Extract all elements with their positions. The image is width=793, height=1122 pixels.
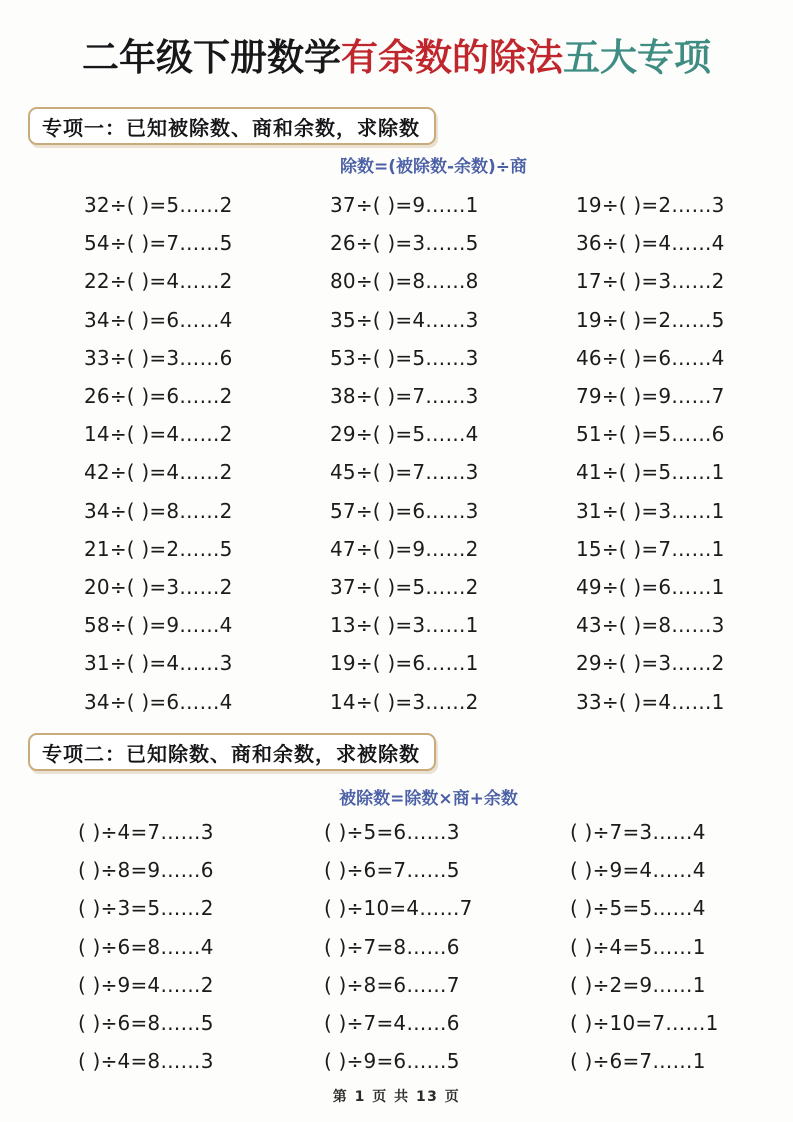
problem-item[interactable]: ( )÷10=4……7	[324, 896, 473, 921]
problem-item[interactable]: 34÷( )=8……2	[84, 498, 233, 523]
problem-item[interactable]: 21÷( )=2……5	[84, 536, 233, 561]
problem-item[interactable]: ( )÷4=5……1	[570, 934, 706, 959]
problem-item[interactable]: ( )÷9=4……4	[570, 858, 706, 883]
problem-item[interactable]: ( )÷9=4……2	[78, 972, 214, 997]
problem-grid-one	[0, 186, 793, 721]
problem-item[interactable]: 19÷( )=6……1	[330, 651, 479, 676]
problem-item[interactable]: ( )÷6=8……5	[78, 1011, 214, 1036]
problem-item[interactable]: 53÷( )=5……3	[330, 345, 479, 370]
problem-item[interactable]: 15÷( )=7……1	[576, 536, 725, 561]
problem-item[interactable]: 19÷( )=2……5	[576, 307, 725, 332]
page-footer: 第 1 页 共 13 页	[332, 1089, 461, 1105]
problem-item[interactable]: 37÷( )=9……1	[330, 193, 479, 218]
problem-item[interactable]: 29÷( )=3……2	[576, 651, 725, 676]
problem-item[interactable]: 26÷( )=6……2	[84, 384, 233, 409]
problem-item[interactable]: ( )÷3=5……2	[78, 896, 214, 921]
problem-item[interactable]: 36÷( )=4……4	[576, 231, 725, 256]
problem-item[interactable]: ( )÷2=9……1	[570, 972, 706, 997]
problem-item[interactable]: 41÷( )=5……1	[576, 460, 725, 485]
problem-item[interactable]: 13÷( )=3……1	[330, 613, 479, 638]
problem-item[interactable]: 54÷( )=7……5	[84, 231, 233, 256]
problem-item[interactable]: 42÷( )=4……2	[84, 460, 233, 485]
problem-item[interactable]: 31÷( )=4……3	[84, 651, 233, 676]
problem-item[interactable]: 29÷( )=5……4	[330, 422, 479, 447]
problem-item[interactable]: 80÷( )=8……8	[330, 269, 479, 294]
problem-item[interactable]: 43÷( )=8……3	[576, 613, 725, 638]
section-header-one	[28, 107, 436, 145]
title-segment-grade: 二年级下册数学	[82, 35, 341, 79]
section-header-two-label: 专项二：已知除数、商和余数，求被除数	[42, 741, 420, 766]
problem-item[interactable]: 51÷( )=5……6	[576, 422, 725, 447]
problem-item[interactable]: 19÷( )=2……3	[576, 193, 725, 218]
problem-item[interactable]: 33÷( )=3……6	[84, 345, 233, 370]
problem-item[interactable]: ( )÷7=3……4	[570, 820, 706, 845]
problem-item[interactable]: 79÷( )=9……7	[576, 384, 725, 409]
problem-item[interactable]: 26÷( )=3……5	[330, 231, 479, 256]
problem-item[interactable]: ( )÷10=7……1	[570, 1011, 719, 1036]
section-header-one-label: 专项一：已知被除数、商和余数，求除数	[42, 115, 420, 140]
problem-item[interactable]: 20÷( )=3……2	[84, 574, 233, 599]
problem-item[interactable]: 14÷( )=4……2	[84, 422, 233, 447]
problem-item[interactable]: ( )÷8=9……6	[78, 858, 214, 883]
problem-item[interactable]: 34÷( )=6……4	[84, 689, 233, 714]
section-header-two	[28, 733, 436, 771]
title-segment-scope: 五大专项	[563, 35, 711, 79]
problem-item[interactable]: ( )÷7=8……6	[324, 934, 460, 959]
problem-item[interactable]: 38÷( )=7……3	[330, 384, 479, 409]
problem-item[interactable]: 34÷( )=6……4	[84, 307, 233, 332]
problem-item[interactable]: ( )÷6=7……5	[324, 858, 460, 883]
formula-one: 除数=(被除数-余数)÷商	[339, 157, 528, 177]
title-segment-topic: 有余数的除法	[341, 35, 563, 79]
problem-item[interactable]: 45÷( )=7……3	[330, 460, 479, 485]
problem-item[interactable]: 17÷( )=3……2	[576, 269, 725, 294]
problem-item[interactable]: 33÷( )=4……1	[576, 689, 725, 714]
problem-grid-two	[0, 813, 793, 1080]
formula-two: 被除数=除数×商+余数	[339, 789, 518, 809]
problem-item[interactable]: 22÷( )=4……2	[84, 269, 233, 294]
problem-item[interactable]: 49÷( )=6……1	[576, 574, 725, 599]
problem-item[interactable]: 47÷( )=9……2	[330, 536, 479, 561]
problem-item[interactable]: ( )÷6=8……4	[78, 934, 214, 959]
problem-item[interactable]: ( )÷5=6……3	[324, 820, 460, 845]
problem-item[interactable]: 37÷( )=5……2	[330, 574, 479, 599]
problem-item[interactable]: ( )÷5=5……4	[570, 896, 706, 921]
problem-item[interactable]: ( )÷7=4……6	[324, 1011, 460, 1036]
problem-item[interactable]: ( )÷4=7……3	[78, 820, 214, 845]
problem-item[interactable]: ( )÷8=6……7	[324, 972, 460, 997]
problem-item[interactable]: ( )÷9=6……5	[324, 1049, 460, 1074]
page-title	[0, 36, 793, 79]
problem-item[interactable]: 57÷( )=6……3	[330, 498, 479, 523]
problem-item[interactable]: 14÷( )=3……2	[330, 689, 479, 714]
problem-item[interactable]: 58÷( )=9……4	[84, 613, 233, 638]
problem-item[interactable]: 46÷( )=6……4	[576, 345, 725, 370]
problem-item[interactable]: 32÷( )=5……2	[84, 193, 233, 218]
page-title-text	[0, 36, 793, 79]
problem-item[interactable]: ( )÷4=8……3	[78, 1049, 214, 1074]
problem-item[interactable]: 31÷( )=3……1	[576, 498, 725, 523]
problem-item[interactable]: ( )÷6=7……1	[570, 1049, 706, 1074]
problem-item[interactable]: 35÷( )=4……3	[330, 307, 479, 332]
